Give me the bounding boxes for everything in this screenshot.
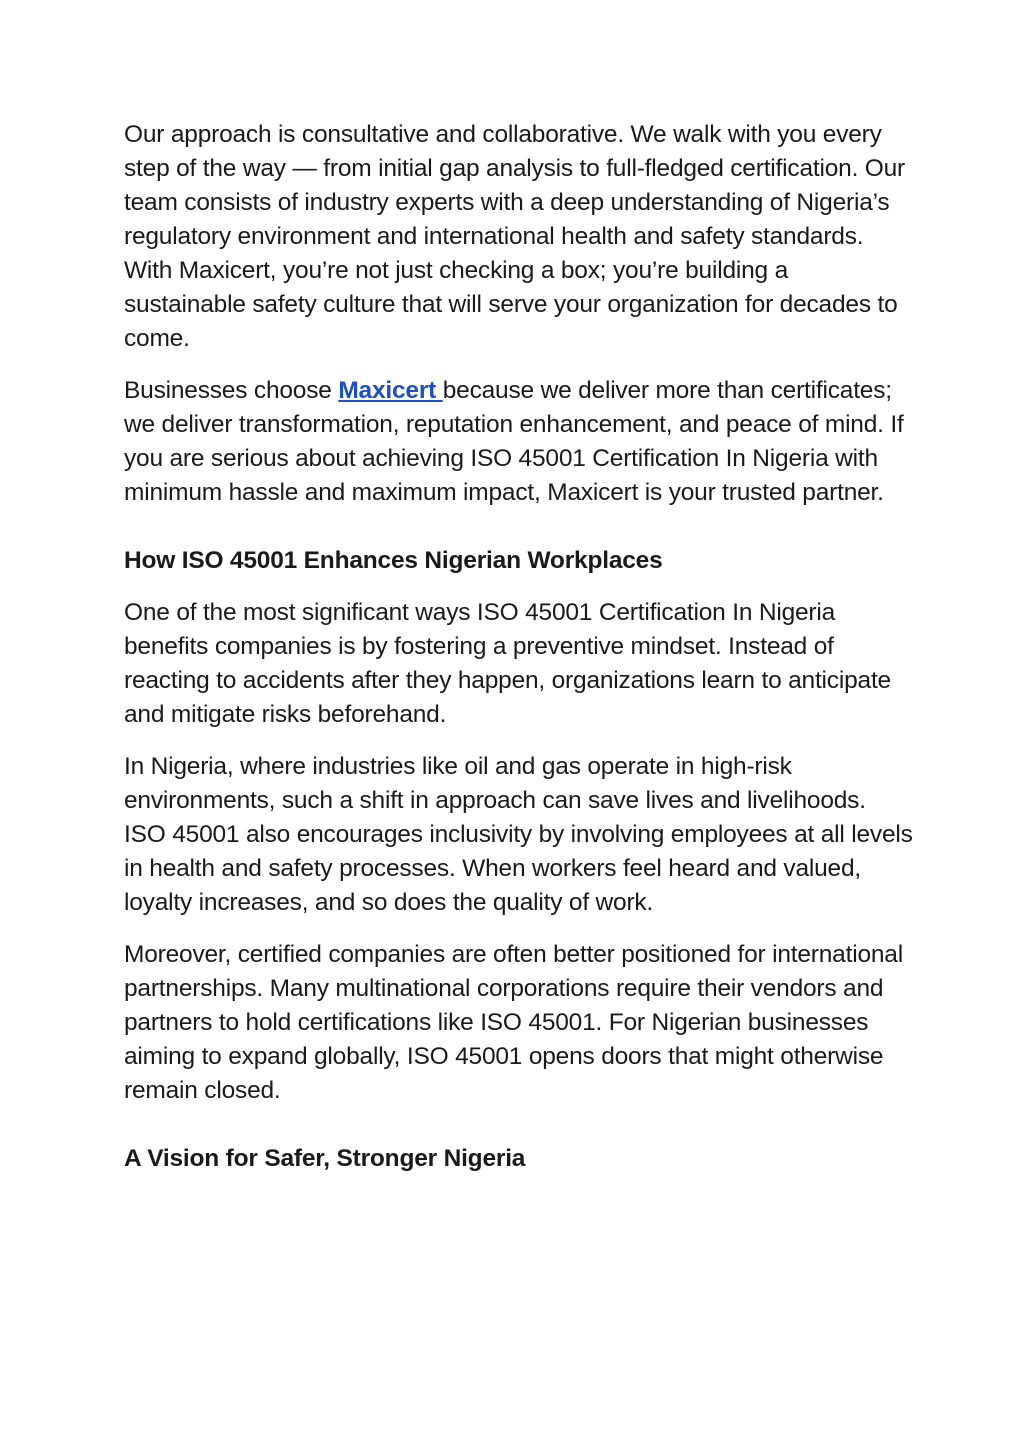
section-heading-vision: A Vision for Safer, Stronger Nigeria: [124, 1145, 526, 1172]
paragraph-text-after-link: because we deliver more than certificates; we deliver transformation, reputation enhancement, and peace of mind. If you are serious about achieving ISO 45001 Certification In Nigeria with minimum hassle and maximum impact, Maxicert is your trusted partner.: [124, 377, 904, 506]
paragraph-international-partnerships: Moreover, certified companies are often better positioned for international partnerships. Many multinational corporations require their vendors and partners to hold certifications like ISO 45001. For Nigerian businesses aiming to expand globally, ISO 45001 opens doors that might otherwise remain closed.: [124, 941, 903, 1104]
paragraph-text-before-link: Businesses choose: [124, 377, 339, 404]
paragraph-why-maxicert: [124, 374, 914, 510]
section-heading-enhances: How ISO 45001 Enhances Nigerian Workplaces: [124, 547, 663, 574]
paragraph-preventive-mindset: One of the most significant ways ISO 45001 Certification In Nigeria benefits companies is by fostering a preventive mindset. Instead of reacting to accidents after they happen, organizations learn to anticipate and mitigate risks beforehand.: [124, 599, 891, 728]
maxicert-link[interactable]: Maxicert: [338, 377, 443, 404]
paragraph-approach: Our approach is consultative and collaborative. We walk with you every step of the way — from initial gap analysis to full-fledged certification. Our team consists of industry experts with a deep understanding of Nigeria’s regulatory environment and international health and safety standards. With Maxicert, you’re not just checking a box; you’re building a sustainable safety culture that will serve your organization for decades to come.: [124, 121, 906, 352]
paragraph-nigeria-industries: In Nigeria, where industries like oil and gas operate in high-risk environments, such a shift in approach can save lives and livelihoods. ISO 45001 also encourages inclusivity by involving employees at all levels in health and safety processes. When workers feel heard and valued, loyalty increases, and so does the quality of work.: [124, 753, 913, 916]
document-page: [124, 118, 914, 1194]
